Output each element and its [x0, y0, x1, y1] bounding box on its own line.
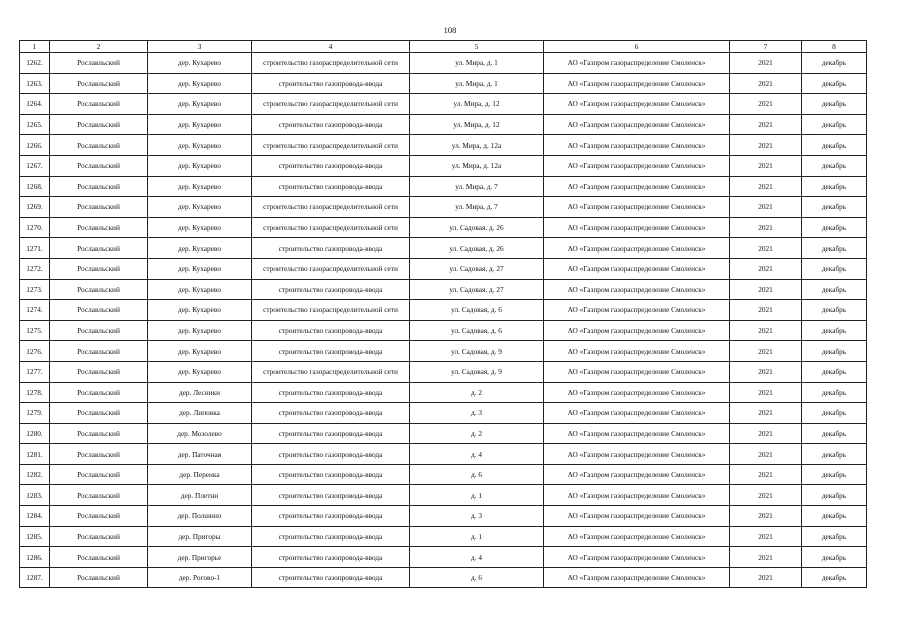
- work-type-cell: строительство газораспределительной сети: [252, 94, 410, 115]
- work-type-cell: строительство газопровода-ввода: [252, 238, 410, 259]
- organization-cell: АО «Газпром газораспределение Смоленск»: [544, 444, 730, 465]
- address-cell: ул. Садовая, д. 26: [410, 217, 544, 238]
- row-number-cell: 1284.: [20, 506, 50, 527]
- organization-cell: АО «Газпром газораспределение Смоленск»: [544, 403, 730, 424]
- settlement-cell: дер. Липовка: [148, 403, 252, 424]
- month-cell: декабрь: [802, 547, 867, 568]
- row-number-cell: 1287.: [20, 567, 50, 588]
- work-type-cell: строительство газопровода-ввода: [252, 464, 410, 485]
- gasification-table: [19, 40, 867, 588]
- year-cell: 2021: [730, 341, 802, 362]
- settlement-cell: дер. Кухарево: [148, 361, 252, 382]
- page-number: 108: [443, 25, 457, 35]
- work-type-cell: строительство газопровода-ввода: [252, 567, 410, 588]
- year-cell: 2021: [730, 423, 802, 444]
- year-cell: 2021: [730, 547, 802, 568]
- month-cell: декабрь: [802, 423, 867, 444]
- work-type-cell: строительство газораспределительной сети: [252, 53, 410, 74]
- month-cell: декабрь: [802, 197, 867, 218]
- address-cell: ул. Садовая, д. 26: [410, 238, 544, 259]
- organization-cell: АО «Газпром газораспределение Смоленск»: [544, 238, 730, 259]
- table-row: [20, 258, 867, 279]
- settlement-cell: дер. Кухарево: [148, 176, 252, 197]
- month-cell: декабрь: [802, 155, 867, 176]
- work-type-cell: строительство газораспределительной сети: [252, 135, 410, 156]
- settlement-cell: дер. Кухарево: [148, 114, 252, 135]
- settlement-cell: дер. Пригоры: [148, 526, 252, 547]
- settlement-cell: дер. Кухарево: [148, 300, 252, 321]
- row-number-cell: 1269.: [20, 197, 50, 218]
- organization-cell: АО «Газпром газораспределение Смоленск»: [544, 73, 730, 94]
- district-cell: Рославльский: [50, 258, 148, 279]
- settlement-cell: дер. Перенка: [148, 464, 252, 485]
- organization-cell: АО «Газпром газораспределение Смоленск»: [544, 361, 730, 382]
- month-cell: декабрь: [802, 320, 867, 341]
- district-cell: Рославльский: [50, 73, 148, 94]
- column-number: 8: [802, 41, 867, 53]
- year-cell: 2021: [730, 567, 802, 588]
- organization-cell: АО «Газпром газораспределение Смоленск»: [544, 135, 730, 156]
- year-cell: 2021: [730, 94, 802, 115]
- work-type-cell: строительство газопровода-ввода: [252, 114, 410, 135]
- work-type-cell: строительство газопровода-ввода: [252, 444, 410, 465]
- year-cell: 2021: [730, 197, 802, 218]
- work-type-cell: строительство газораспределительной сети: [252, 300, 410, 321]
- settlement-cell: дер. Кухарево: [148, 341, 252, 362]
- month-cell: декабрь: [802, 485, 867, 506]
- row-number-cell: 1285.: [20, 526, 50, 547]
- work-type-cell: строительство газопровода-ввода: [252, 547, 410, 568]
- table-row: [20, 320, 867, 341]
- organization-cell: АО «Газпром газораспределение Смоленск»: [544, 258, 730, 279]
- district-cell: Рославльский: [50, 53, 148, 74]
- address-cell: д. 4: [410, 444, 544, 465]
- month-cell: декабрь: [802, 176, 867, 197]
- month-cell: декабрь: [802, 279, 867, 300]
- address-cell: д. 1: [410, 485, 544, 506]
- work-type-cell: строительство газопровода-ввода: [252, 279, 410, 300]
- row-number-cell: 1272.: [20, 258, 50, 279]
- month-cell: декабрь: [802, 341, 867, 362]
- table-row: [20, 279, 867, 300]
- table-body: [20, 53, 867, 588]
- table-row: [20, 94, 867, 115]
- organization-cell: АО «Газпром газораспределение Смоленск»: [544, 464, 730, 485]
- month-cell: декабрь: [802, 73, 867, 94]
- district-cell: Рославльский: [50, 155, 148, 176]
- settlement-cell: дер. Кухарево: [148, 155, 252, 176]
- organization-cell: АО «Газпром газораспределение Смоленск»: [544, 485, 730, 506]
- row-number-cell: 1280.: [20, 423, 50, 444]
- organization-cell: АО «Газпром газораспределение Смоленск»: [544, 94, 730, 115]
- address-cell: д. 4: [410, 547, 544, 568]
- column-number: 1: [20, 41, 50, 53]
- address-cell: ул. Садовая, д. 9: [410, 341, 544, 362]
- address-cell: ул. Мира, д. 7: [410, 197, 544, 218]
- month-cell: декабрь: [802, 114, 867, 135]
- month-cell: декабрь: [802, 217, 867, 238]
- row-number-cell: 1264.: [20, 94, 50, 115]
- row-number-cell: 1267.: [20, 155, 50, 176]
- address-cell: ул. Мира, д. 7: [410, 176, 544, 197]
- organization-cell: АО «Газпром газораспределение Смоленск»: [544, 114, 730, 135]
- address-cell: ул. Садовая, д. 6: [410, 300, 544, 321]
- work-type-cell: строительство газопровода-ввода: [252, 341, 410, 362]
- settlement-cell: дер. Кухарево: [148, 258, 252, 279]
- settlement-cell: дер. Рогово-1: [148, 567, 252, 588]
- address-cell: ул. Садовая, д. 6: [410, 320, 544, 341]
- row-number-cell: 1283.: [20, 485, 50, 506]
- settlement-cell: дер. Кухарево: [148, 217, 252, 238]
- organization-cell: АО «Газпром газораспределение Смоленск»: [544, 423, 730, 444]
- settlement-cell: дер. Полшино: [148, 506, 252, 527]
- district-cell: Рославльский: [50, 567, 148, 588]
- address-cell: ул. Садовая, д. 9: [410, 361, 544, 382]
- address-cell: д. 3: [410, 506, 544, 527]
- month-cell: декабрь: [802, 94, 867, 115]
- table-row: [20, 114, 867, 135]
- row-number-cell: 1271.: [20, 238, 50, 259]
- table-row: [20, 361, 867, 382]
- organization-cell: АО «Газпром газораспределение Смоленск»: [544, 320, 730, 341]
- year-cell: 2021: [730, 176, 802, 197]
- row-number-cell: 1282.: [20, 464, 50, 485]
- organization-cell: АО «Газпром газораспределение Смоленск»: [544, 197, 730, 218]
- address-cell: д. 1: [410, 526, 544, 547]
- table-row: [20, 423, 867, 444]
- table-row: [20, 403, 867, 424]
- table-row: [20, 155, 867, 176]
- settlement-cell: дер. Кухарево: [148, 320, 252, 341]
- organization-cell: АО «Газпром газораспределение Смоленск»: [544, 176, 730, 197]
- district-cell: Рославльский: [50, 320, 148, 341]
- work-type-cell: строительство газопровода-ввода: [252, 423, 410, 444]
- settlement-cell: дер. Кухарево: [148, 94, 252, 115]
- year-cell: 2021: [730, 320, 802, 341]
- district-cell: Рославльский: [50, 238, 148, 259]
- organization-cell: АО «Газпром газораспределение Смоленск»: [544, 526, 730, 547]
- row-number-cell: 1265.: [20, 114, 50, 135]
- settlement-cell: дер. Кухарево: [148, 197, 252, 218]
- district-cell: Рославльский: [50, 485, 148, 506]
- row-number-cell: 1278.: [20, 382, 50, 403]
- year-cell: 2021: [730, 53, 802, 74]
- row-number-cell: 1281.: [20, 444, 50, 465]
- table-row: [20, 485, 867, 506]
- table-row: [20, 506, 867, 527]
- month-cell: декабрь: [802, 464, 867, 485]
- month-cell: декабрь: [802, 526, 867, 547]
- year-cell: 2021: [730, 464, 802, 485]
- district-cell: Рославльский: [50, 506, 148, 527]
- row-number-cell: 1277.: [20, 361, 50, 382]
- year-cell: 2021: [730, 258, 802, 279]
- settlement-cell: дер. Пригорье: [148, 547, 252, 568]
- month-cell: декабрь: [802, 53, 867, 74]
- table-row: [20, 547, 867, 568]
- column-number: 3: [148, 41, 252, 53]
- month-cell: декабрь: [802, 382, 867, 403]
- district-cell: Рославльский: [50, 279, 148, 300]
- address-cell: ул. Мира, д. 12а: [410, 135, 544, 156]
- district-cell: Рославльский: [50, 176, 148, 197]
- organization-cell: АО «Газпром газораспределение Смоленск»: [544, 53, 730, 74]
- table-row: [20, 464, 867, 485]
- organization-cell: АО «Газпром газораспределение Смоленск»: [544, 300, 730, 321]
- column-number: 5: [410, 41, 544, 53]
- district-cell: Рославльский: [50, 403, 148, 424]
- column-number: 2: [50, 41, 148, 53]
- year-cell: 2021: [730, 73, 802, 94]
- work-type-cell: строительство газораспределительной сети: [252, 197, 410, 218]
- district-cell: Рославльский: [50, 94, 148, 115]
- district-cell: Рославльский: [50, 464, 148, 485]
- settlement-cell: дер. Кухарево: [148, 73, 252, 94]
- work-type-cell: строительство газопровода-ввода: [252, 176, 410, 197]
- table-row: [20, 526, 867, 547]
- settlement-cell: дер. Паточная: [148, 444, 252, 465]
- row-number-cell: 1279.: [20, 403, 50, 424]
- address-cell: д. 2: [410, 423, 544, 444]
- month-cell: декабрь: [802, 403, 867, 424]
- year-cell: 2021: [730, 238, 802, 259]
- organization-cell: АО «Газпром газораспределение Смоленск»: [544, 382, 730, 403]
- year-cell: 2021: [730, 155, 802, 176]
- district-cell: Рославльский: [50, 197, 148, 218]
- year-cell: 2021: [730, 403, 802, 424]
- row-number-cell: 1274.: [20, 300, 50, 321]
- year-cell: 2021: [730, 444, 802, 465]
- district-cell: Рославльский: [50, 382, 148, 403]
- month-cell: декабрь: [802, 567, 867, 588]
- table-row: [20, 135, 867, 156]
- year-cell: 2021: [730, 382, 802, 403]
- month-cell: декабрь: [802, 238, 867, 259]
- organization-cell: АО «Газпром газораспределение Смоленск»: [544, 506, 730, 527]
- settlement-cell: дер. Кухарево: [148, 238, 252, 259]
- district-cell: Рославльский: [50, 444, 148, 465]
- table-row: [20, 53, 867, 74]
- month-cell: декабрь: [802, 258, 867, 279]
- row-number-cell: 1273.: [20, 279, 50, 300]
- work-type-cell: строительство газопровода-ввода: [252, 320, 410, 341]
- settlement-cell: дер. Лесники: [148, 382, 252, 403]
- address-cell: ул. Мира, д. 12: [410, 94, 544, 115]
- address-cell: д. 6: [410, 464, 544, 485]
- address-cell: д. 6: [410, 567, 544, 588]
- row-number-cell: 1276.: [20, 341, 50, 362]
- district-cell: Рославльский: [50, 547, 148, 568]
- settlement-cell: дер. Кухарево: [148, 279, 252, 300]
- row-number-cell: 1266.: [20, 135, 50, 156]
- district-cell: Рославльский: [50, 135, 148, 156]
- work-type-cell: строительство газораспределительной сети: [252, 361, 410, 382]
- organization-cell: АО «Газпром газораспределение Смоленск»: [544, 279, 730, 300]
- column-number-row: [20, 41, 867, 53]
- month-cell: декабрь: [802, 506, 867, 527]
- year-cell: 2021: [730, 135, 802, 156]
- table-row: [20, 567, 867, 588]
- organization-cell: АО «Газпром газораспределение Смоленск»: [544, 341, 730, 362]
- year-cell: 2021: [730, 506, 802, 527]
- table-row: [20, 197, 867, 218]
- year-cell: 2021: [730, 217, 802, 238]
- district-cell: Рославльский: [50, 114, 148, 135]
- organization-cell: АО «Газпром газораспределение Смоленск»: [544, 547, 730, 568]
- work-type-cell: строительство газопровода-ввода: [252, 526, 410, 547]
- district-cell: Рославльский: [50, 217, 148, 238]
- work-type-cell: строительство газопровода-ввода: [252, 403, 410, 424]
- year-cell: 2021: [730, 279, 802, 300]
- table-row: [20, 73, 867, 94]
- address-cell: ул. Мира, д. 1: [410, 53, 544, 74]
- year-cell: 2021: [730, 485, 802, 506]
- work-type-cell: строительство газопровода-ввода: [252, 155, 410, 176]
- work-type-cell: строительство газопровода-ввода: [252, 485, 410, 506]
- year-cell: 2021: [730, 300, 802, 321]
- year-cell: 2021: [730, 526, 802, 547]
- row-number-cell: 1270.: [20, 217, 50, 238]
- row-number-cell: 1286.: [20, 547, 50, 568]
- year-cell: 2021: [730, 114, 802, 135]
- address-cell: ул. Мира, д. 12а: [410, 155, 544, 176]
- work-type-cell: строительство газопровода-ввода: [252, 382, 410, 403]
- table-row: [20, 444, 867, 465]
- column-number: 6: [544, 41, 730, 53]
- address-cell: ул. Садовая, д. 27: [410, 258, 544, 279]
- column-number: 4: [252, 41, 410, 53]
- work-type-cell: строительство газопровода-ввода: [252, 73, 410, 94]
- district-cell: Рославльский: [50, 341, 148, 362]
- organization-cell: АО «Газпром газораспределение Смоленск»: [544, 217, 730, 238]
- table-row: [20, 217, 867, 238]
- table-row: [20, 300, 867, 321]
- month-cell: декабрь: [802, 135, 867, 156]
- table-row: [20, 382, 867, 403]
- organization-cell: АО «Газпром газораспределение Смоленск»: [544, 155, 730, 176]
- district-cell: Рославльский: [50, 361, 148, 382]
- address-cell: ул. Садовая, д. 27: [410, 279, 544, 300]
- row-number-cell: 1262.: [20, 53, 50, 74]
- month-cell: декабрь: [802, 300, 867, 321]
- organization-cell: АО «Газпром газораспределение Смоленск»: [544, 567, 730, 588]
- settlement-cell: дер. Плетни: [148, 485, 252, 506]
- work-type-cell: строительство газораспределительной сети: [252, 258, 410, 279]
- settlement-cell: дер. Кухарево: [148, 53, 252, 74]
- settlement-cell: дер. Мозолево: [148, 423, 252, 444]
- row-number-cell: 1275.: [20, 320, 50, 341]
- column-number: 7: [730, 41, 802, 53]
- table-row: [20, 341, 867, 362]
- address-cell: ул. Мира, д. 1: [410, 73, 544, 94]
- settlement-cell: дер. Кухарево: [148, 135, 252, 156]
- month-cell: декабрь: [802, 444, 867, 465]
- table-row: [20, 176, 867, 197]
- district-cell: Рославльский: [50, 300, 148, 321]
- year-cell: 2021: [730, 361, 802, 382]
- row-number-cell: 1268.: [20, 176, 50, 197]
- month-cell: декабрь: [802, 361, 867, 382]
- row-number-cell: 1263.: [20, 73, 50, 94]
- work-type-cell: строительство газораспределительной сети: [252, 217, 410, 238]
- work-type-cell: строительство газопровода-ввода: [252, 506, 410, 527]
- address-cell: д. 2: [410, 382, 544, 403]
- address-cell: д. 3: [410, 403, 544, 424]
- table-row: [20, 238, 867, 259]
- district-cell: Рославльский: [50, 423, 148, 444]
- district-cell: Рославльский: [50, 526, 148, 547]
- address-cell: ул. Мира, д. 12: [410, 114, 544, 135]
